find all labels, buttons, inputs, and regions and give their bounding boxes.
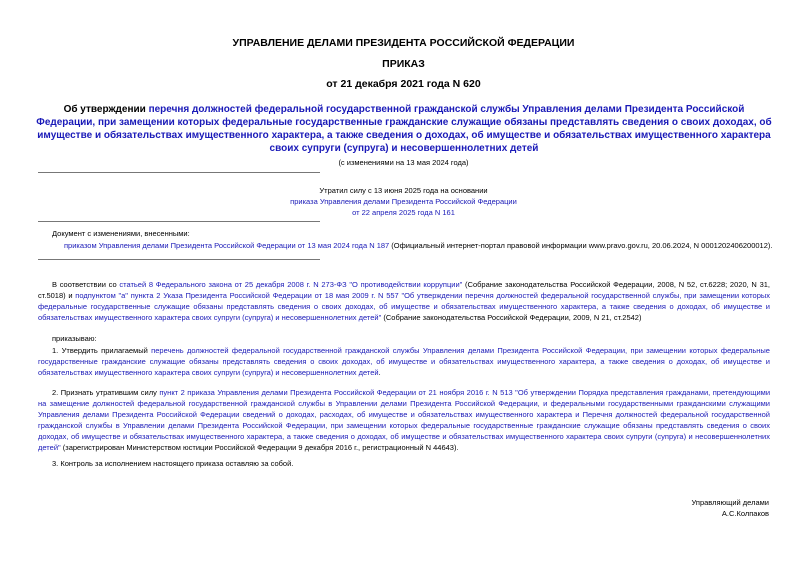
divider: [38, 221, 320, 222]
amendment-note: (с изменениями на 13 мая 2024 года): [338, 158, 469, 167]
item-1-link[interactable]: перечень должностей федеральной государственной гражданской службы Управления делами Президента Российской Федерации, при замещении которых федеральные государственные гражданские служащие обязаны представлять сведения о своих доходах, об имуществе и обязательствах имущественного характера, а также сведения о доходах, об имуществе и обязательствах имущественного характера своих супруги (супруга) и несовершеннолетних детей: [38, 346, 770, 377]
item-2-text: (зарегистрирован Министерством юстиции Российской Федерации 9 декабря 2016 г., регистрационный N 44643).: [60, 443, 459, 452]
changes-source: (Официальный интернет-портал правовой информации www.pravo.gov.ru, 20.06.2024, N 0001202406200012).: [389, 241, 773, 250]
item-1-text: .: [378, 368, 381, 377]
item-2-text: 2. Признать утратившим силу: [52, 388, 160, 397]
invalidated-link-1[interactable]: приказа Управления делами Президента Российской Федерации: [290, 197, 517, 206]
divider: [38, 259, 320, 260]
document-title: [36, 103, 772, 155]
item-1-text: 1. Утвердить прилагаемый: [52, 346, 152, 355]
preamble-link-law[interactable]: статьей 8 Федерального закона от 25 декабря 2008 г. N 273-ФЗ "О противодействии коррупции": [119, 280, 463, 289]
title-prefix: Об утверждении: [63, 104, 149, 115]
doc-type: ПРИКАЗ: [382, 58, 425, 70]
order-word: приказываю:: [52, 334, 97, 343]
changes-line: [64, 240, 774, 251]
org-heading: УПРАВЛЕНИЕ ДЕЛАМИ ПРЕЗИДЕНТА РОССИЙСКОЙ ФЕДЕРАЦИИ: [232, 37, 575, 49]
invalidated-line: Утратил силу с 13 июня 2025 года на основании: [319, 186, 488, 195]
signature-position: Управляющий делами: [691, 498, 769, 507]
changes-link[interactable]: приказом Управления делами Президента Российской Федерации от 13 мая 2024 года N 187: [64, 241, 390, 250]
signature-name: А.С.Колпаков: [721, 509, 769, 518]
invalidated-link-2[interactable]: от 22 апреля 2025 года N 161: [352, 208, 455, 217]
changes-label: Документ с изменениями, внесенными:: [52, 229, 190, 238]
item-2: [38, 387, 770, 453]
title-link[interactable]: перечня должностей федеральной государственной гражданской службы Управления делами Президента Российской Федерации, при замещении которых федеральные государственные гражданские служащие обязаны представлять сведения о своих доходах, об имуществе и обязательствах имущественного характера, а также сведения о доходах, об имуществе и обязательствах имущественного характера своих супруги (супруга) и несовершеннолетних детей: [36, 104, 772, 154]
preamble: [38, 279, 770, 323]
doc-date: от 21 декабря 2021 года N 620: [326, 78, 481, 90]
preamble-text: (Собрание законодательства Российской Федерации, 2009, N 21, ст.2542): [381, 313, 642, 322]
divider: [38, 172, 320, 173]
preamble-text: (Собрание законодательства Российской Федерации, 2008, N 52, ст.6228; 2020, N 31, ст.5018) и: [38, 280, 770, 300]
item-1: [38, 345, 770, 378]
preamble-text: В соответствии со: [52, 280, 120, 289]
preamble-link-decree[interactable]: подпунктом "а" пункта 2 Указа Президента Российской Федерации от 18 мая 2009 г. N 557 "Об утверждении перечня должностей федеральной государственной службы, при замещении которых федеральные государственные служащие обязаны представлять сведения о своих доходах, об имуществе и обязательствах имущественного характера, а также сведения о доходах, об имуществе и обязательствах имущественного характера своих супруги (супруга) и несовершеннолетних детей": [38, 291, 771, 322]
item-3: 3. Контроль за исполнением настоящего приказа оставляю за собой.: [52, 459, 294, 468]
item-2-link[interactable]: пункт 2 приказа Управления делами Президента Российской Федерации от 21 ноября 2016 г. N 513 "Об утверждении Порядка представления гражданами, претендующими на замещение должностей федеральной государственной гражданской службы в Управлении делами Президента Российской Федерации, и федеральными государственными гражданскими служащими Управления делами Президента Российской Федерации сведений о доходах, расходах, об имуществе и обязательствах имущественного характера и Перечня должностей федеральной государственной гражданской службы в Управлении делами Президента Российской Федерации, при замещении которых федеральные государственные гражданские служащие обязаны представлять сведения о своих доходах, об имуществе и обязательствах имущественного характера, а также сведения о доходах, об имуществе и обязательствах имущественного характера своих супруги (супруга) и несовершеннолетних детей": [38, 388, 771, 452]
